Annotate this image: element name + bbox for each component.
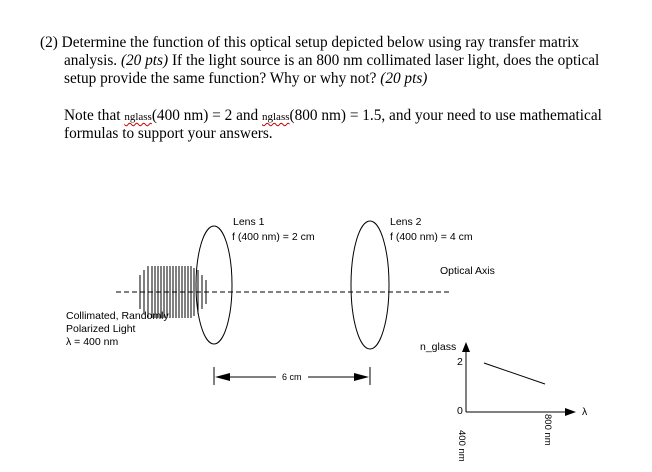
n-glass-graph: [462, 342, 576, 416]
problem-text-3a: setup provide the same function? Why or why not?: [64, 70, 377, 87]
lens-2-title: Lens 2: [390, 216, 422, 228]
problem-number: (2): [40, 34, 58, 51]
graph-y-label: n_glass: [420, 341, 457, 353]
n-glass-symbol-2: nglass: [262, 111, 290, 123]
points-label-1: (20 pts): [120, 52, 169, 69]
distance-label: 6 cm: [282, 372, 302, 382]
points-label-2: (20 pts): [380, 70, 428, 87]
lens-1-title: Lens 1: [233, 216, 265, 228]
graph-x-tick-400nm: 400 nm: [456, 430, 467, 462]
lens-1: [196, 226, 232, 344]
graph-x-label: λ: [582, 406, 588, 418]
note-prefix: Note that: [64, 107, 121, 124]
source-label-line-1: Collimated, Randomly: [66, 310, 169, 322]
lens-2: [351, 221, 389, 349]
source-wavelength: λ = 400 nm: [66, 336, 119, 348]
lens-1-focal-length: f (400 nm) = 2 cm: [232, 231, 315, 243]
note-text-1: (400 nm) = 2 and: [151, 107, 259, 124]
graph-y-tick-0: 0: [457, 405, 463, 417]
problem-text-1: Determine the function of this optical setup depicted below using ray transfer matrix: [61, 34, 580, 51]
source-label-line-2: Polarized Light: [66, 323, 136, 335]
graph-y-tick-2: 2: [457, 356, 463, 368]
graph-data-line: [484, 363, 545, 384]
note-text-2: (800 nm) = 1.5, and your need to use mathematical: [289, 107, 602, 124]
problem-text-2a: analysis.: [64, 52, 118, 69]
graph-x-tick-800nm: 800 nm: [542, 414, 553, 446]
optical-axis-label: Optical Axis: [440, 265, 495, 277]
note-text-3: formulas to support your answers.: [64, 125, 273, 142]
problem-text-2b: If the light source is an 800 nm collimated laser light, does the optical: [171, 52, 600, 69]
lens-2-focal-length: f (400 nm) = 4 cm: [390, 231, 473, 243]
n-glass-symbol-1: nglass: [124, 111, 152, 123]
